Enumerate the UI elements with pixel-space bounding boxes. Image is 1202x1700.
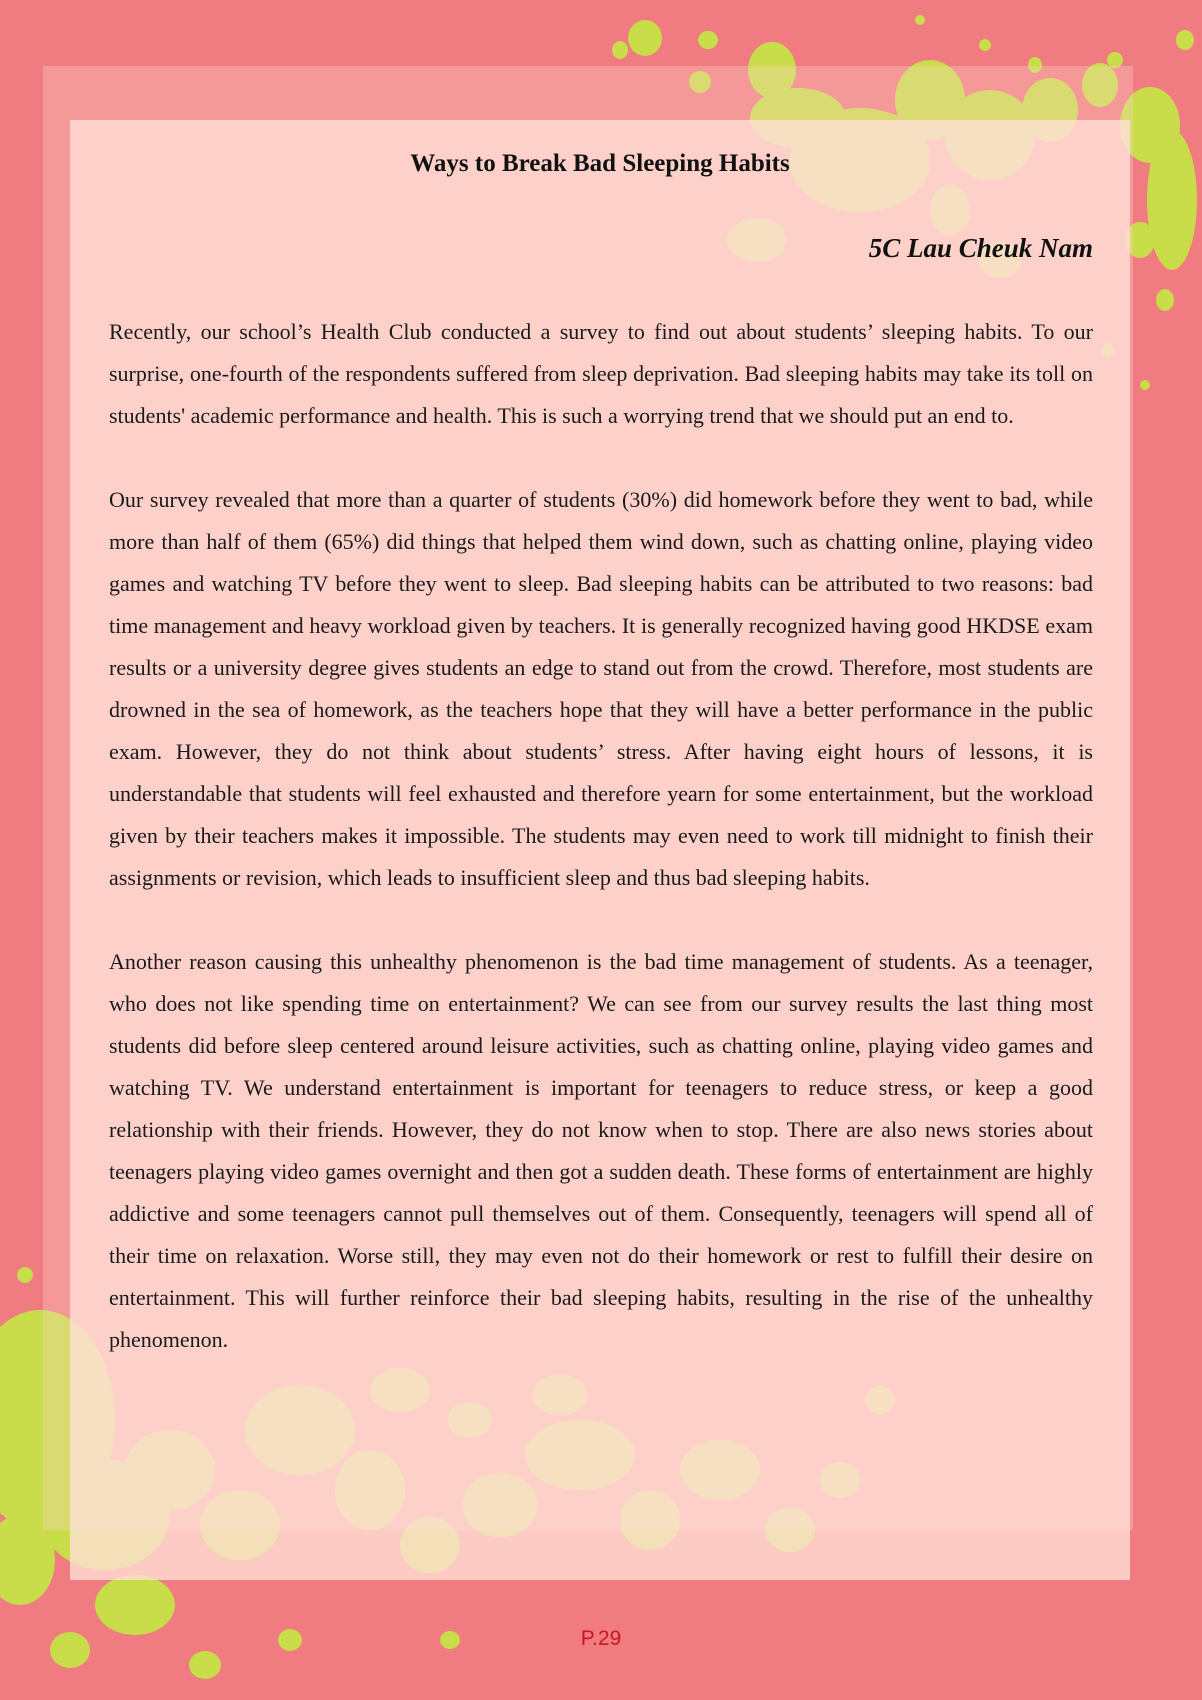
article-title: Ways to Break Bad Sleeping Habits [410, 150, 790, 177]
article-paragraph: Another reason causing this unhealthy phenomenon is the bad time management of students. As a teenager, who does not like spending time on entertainment? We can see from our survey results the last thing most students did before sleep centered around leisure activities, such as chatting online, playing video games and watching TV. We understand entertainment is important for teenagers to reduce stress, or keep a good relationship with their friends. However, they do not know when to stop. There are also news stories about teenagers playing video games overnight and then got a sudden death. These forms of entertainment are highly addictive and some teenagers cannot pull themselves out of them. Consequently, teenagers will spend all of their time on relaxation. Worse still, they may even not do their homework or rest to fulfill their desire on entertainment. This will further reinforce their bad sleeping habits, resulting in the rise of the unhealthy phenomenon. [109, 949, 1093, 1352]
article-author: 5C Lau Cheuk Nam [868, 233, 1093, 263]
page-number: P.29 [580, 1627, 622, 1650]
article-paragraph: Recently, our school’s Health Club conducted a survey to find out about students’ sleeping habits. To our surprise, one-fourth of the respondents suffered from sleep deprivation. Bad sleeping habits may take its toll on students' academic performance and health. This is such a worrying trend that we should put an end to. [109, 319, 1093, 428]
article-body [109, 311, 1093, 1403]
article-paragraph: Our survey revealed that more than a quarter of students (30%) did homework before they went to bad, while more than half of them (65%) did things that helped them wind down, such as chatting online, playing video games and watching TV before they went to sleep. Bad sleeping habits can be attributed to two reasons: bad time management and heavy workload given by teachers. It is generally recognized having good HKDSE exam results or a university degree gives students an edge to stand out from the crowd. Therefore, most students are drowned in the sea of homework, as the teachers hope that they will have a better performance in the public exam. However, they do not think about students’ stress. After having eight hours of lessons, it is understandable that students will feel exhausted and therefore yearn for some entertainment, but the workload given by their teachers makes it impossible. The students may even need to work till midnight to finish their assignments or revision, which leads to insufficient sleep and thus bad sleeping habits. [109, 487, 1093, 890]
